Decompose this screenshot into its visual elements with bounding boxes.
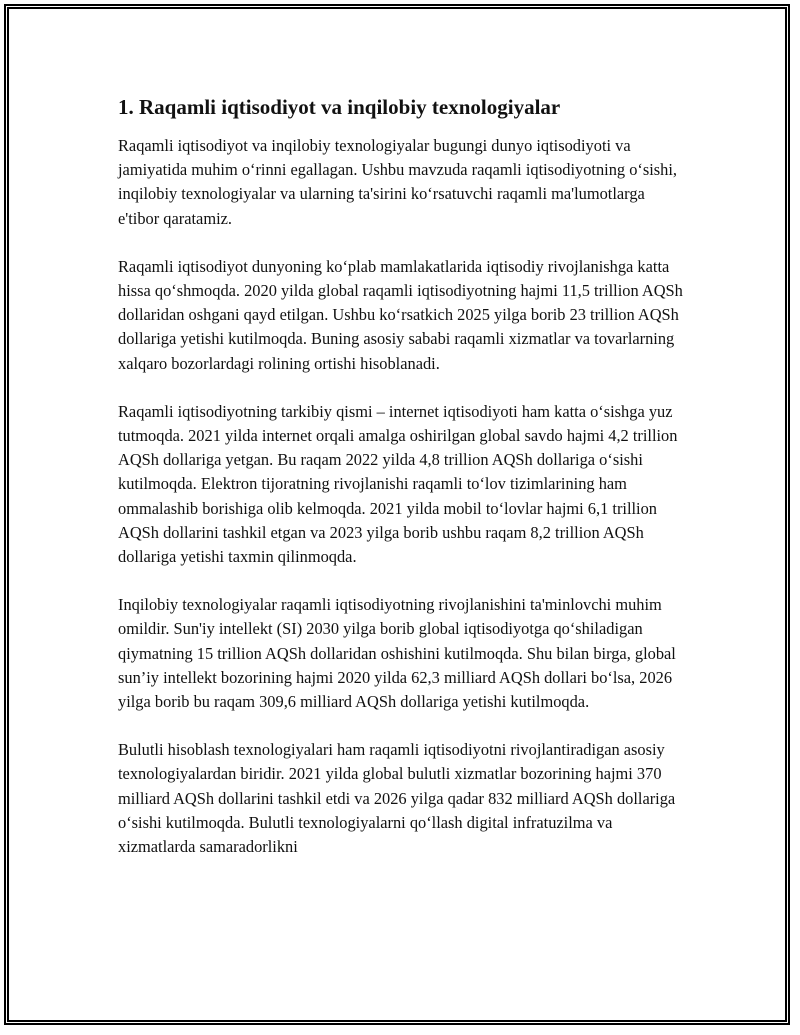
paragraph-internet-economy: Raqamli iqtisodiyotning tarkibiy qismi – internet iqtisodiyoti ham katta o‘sishga yuz tutmoqda. 2021 yilda internet orqali amalga oshirilgan global savdo hajmi 4,2 trillion AQSh dollariga yetgan. Bu raqam 2022 yilda 4,8 trillion AQSh dollariga o‘sishi kutilmoqda. Elektron tijoratning rivojlanishi raqamli to‘lov tizimlarining ham ommalashib borishiga olib kelmoqda. 2021 yilda mobil to‘lovlar hajmi 6,1 trillion AQSh dollarini tashkil etgan va 2023 yilga borib ushbu raqam 8,2 trillion AQSh dollariga yetishi taxmin qilinmoqda. xyxy=(118,401,678,567)
section-heading: 1. Raqamli iqtisodiyot va inqilobiy texnologiyalar xyxy=(118,95,561,119)
paragraph-digital-economy-growth: Raqamli iqtisodiyot dunyoning ko‘plab mamlakatlarida iqtisodiy rivojlanishga katta hissa qo‘shmoqda. 2020 yilda global raqamli iqtisodiyotning hajmi 11,5 trillion AQSh dollaridan oshgani qayd etilgan. Ushbu ko‘rsatkich 2025 yilga borib 23 trillion AQSh dollariga yetishi kutilmoqda. Buning asosiy sababi raqamli xizmatlar va tovarlarning xalqaro bozorlardagi rolining ortishi hisoblanadi. xyxy=(118,256,683,373)
paragraph-revolutionary-technologies: Inqilobiy texnologiyalar raqamli iqtisodiyotning rivojlanishini ta'minlovchi muhim omildir. Sun'iy intellekt (SI) 2030 yilga borib global iqtisodiyotga qo‘shiladigan qiymatning 15 trillion AQSh dollaridan oshishini kutilmoqda. Shu bilan birga, global sun’iy intellekt bozorining hajmi 2020 yilda 62,3 milliard AQSh dollari bo‘lsa, 2026 yilga borib bu raqam 309,6 milliard AQSh dollariga yetishi kutilmoqda. xyxy=(118,595,676,712)
paragraph-cloud-computing: Bulutli hisoblash texnologiyalari ham raqamli iqtisodiyotni rivojlantiradigan asosiy texnologiyalardan biridir. 2021 yilda global bulutli xizmatlar bozorining hajmi 370 milliard AQSh dollarini tashkil etdi va 2026 yilga qadar 832 milliard AQSh dollariga o‘sishi kutilmoqda. Bulutli texnologiyalarni qo‘llash digital infratuzilma va xizmatlarda samaradorlikni xyxy=(118,740,676,857)
paragraph-intro: Raqamli iqtisodiyot va inqilobiy texnologiyalar bugungi dunyo iqtisodiyoti va jamiyatida muhim o‘rinni egallagan. Ushbu mavzuda raqamli iqtisodiyotning o‘sishi, inqilobiy texnologiyalar va ularning ta'sirini ko‘rsatuvchi raqamli ma'lumotlarga e'tibor qaratamiz. xyxy=(118,136,678,228)
document-body xyxy=(118,94,688,883)
